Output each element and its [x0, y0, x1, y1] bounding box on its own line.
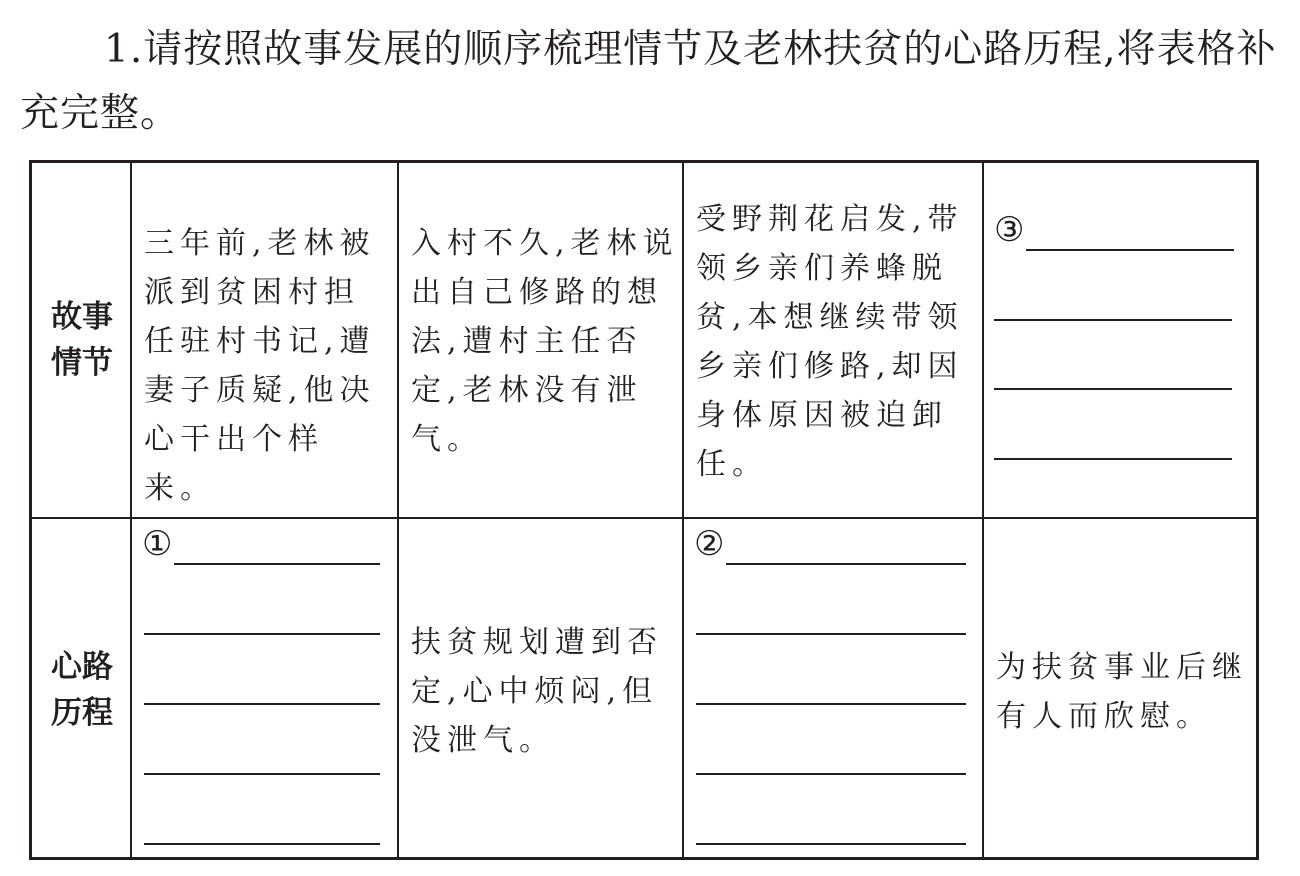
answer-line[interactable]: [994, 458, 1232, 460]
row-header-mind: [32, 519, 132, 860]
row-divider: [32, 517, 1256, 519]
answer-line[interactable]: [726, 563, 966, 565]
mind-blank-2[interactable]: [694, 524, 966, 569]
answer-line[interactable]: [994, 388, 1232, 390]
row-header-mind-line2: 历程: [51, 694, 113, 731]
mind-cell-4: 为扶贫事业后继有人而欣慰。: [996, 650, 1248, 734]
mind-blank-1[interactable]: [142, 524, 380, 569]
row-header-plot-line1: 故事: [51, 299, 113, 335]
column-divider: [982, 163, 984, 857]
blank-marker-1: ①: [142, 524, 173, 564]
column-divider: [682, 163, 684, 857]
plot-cell-1: 三年前,老林被派到贫困村担任驻村书记,遭妻子质疑,他决心干出个样来。: [144, 226, 376, 506]
row-header-plot-line2: 情节: [51, 345, 113, 381]
answer-line[interactable]: [994, 319, 1232, 321]
blank-marker-2: ②: [694, 524, 725, 564]
plot-cell-3: 受野荆花启发,带领乡亲们养蜂脱贫,本想继续带领乡亲们修路,却因身体原因被迫卸任。: [696, 202, 964, 482]
blank-marker-3: ③: [994, 210, 1025, 250]
plot-cell-2: 入村不久,老林说出自己修路的想法,遭村主任否定,老林没有泄气。: [411, 226, 679, 457]
answer-line[interactable]: [144, 773, 380, 775]
answer-line[interactable]: [696, 633, 966, 635]
answer-line[interactable]: [696, 843, 966, 845]
column-divider: [397, 163, 399, 857]
plot-blank-3[interactable]: [994, 210, 1234, 255]
plot-table: [29, 160, 1259, 860]
mind-cell-2: 扶贫规划遭到否定,心中烦闷,但没泄气。: [411, 625, 663, 758]
row-header-plot: [32, 163, 132, 517]
answer-line[interactable]: [696, 773, 966, 775]
answer-line[interactable]: [144, 633, 380, 635]
row-header-mind-line1: 心路: [51, 648, 113, 685]
answer-line[interactable]: [696, 703, 966, 705]
question-text: 1.请按照故事发展的顺序梳理情节及老林扶贫的心路历程,将表格补充完整。: [20, 27, 1277, 136]
answer-line[interactable]: [144, 703, 380, 705]
answer-line[interactable]: [144, 843, 380, 845]
answer-line[interactable]: [174, 563, 380, 565]
answer-line[interactable]: [1026, 249, 1234, 251]
